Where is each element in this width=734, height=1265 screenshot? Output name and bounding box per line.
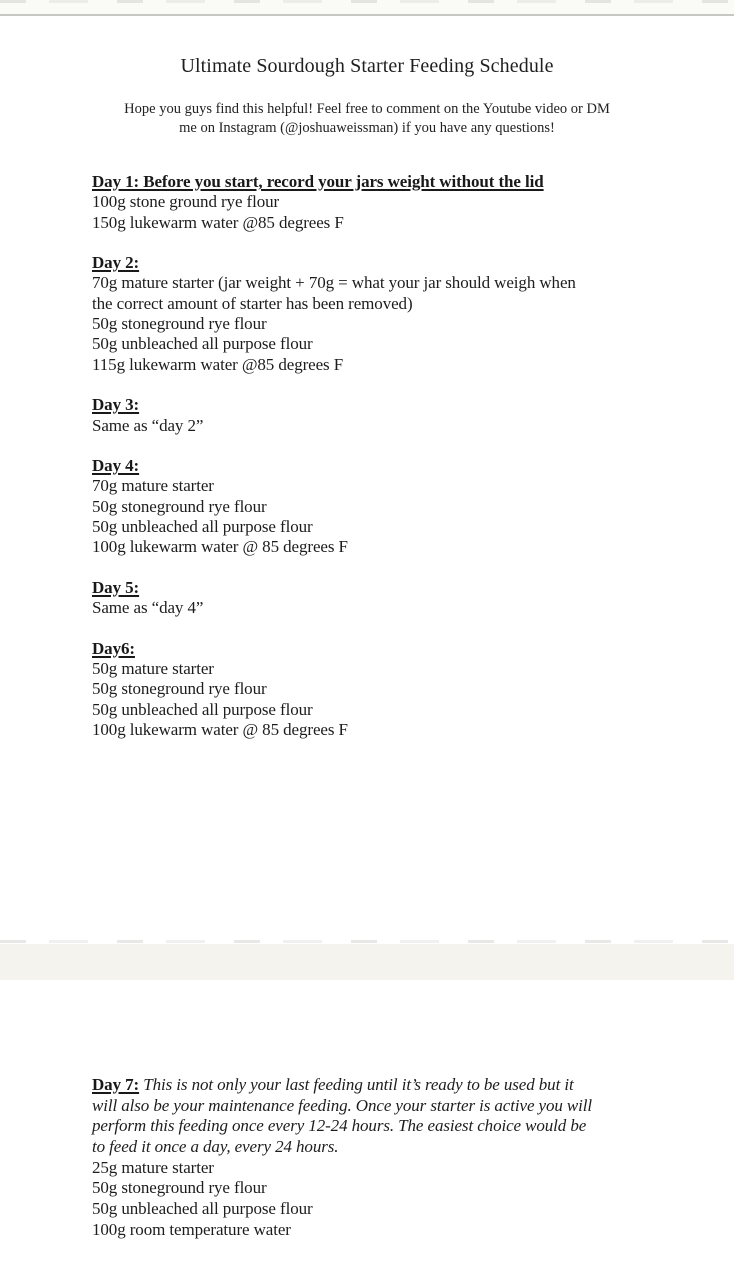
section-day-7	[92, 1075, 734, 1240]
ingredient-line: 70g mature starter	[92, 476, 214, 496]
ingredient-line: 115g lukewarm water @85 degrees F	[92, 354, 344, 374]
day-7-heading: Day 7:	[92, 1075, 140, 1094]
day-2-heading: Day 2:	[92, 253, 140, 273]
ingredient-line: 50g stoneground rye flour	[92, 496, 267, 516]
intro-text	[0, 100, 734, 137]
intro-line-1: Hope you guys find this helpful! Feel free to comment on the Youtube video or DM	[124, 101, 610, 117]
day-7-note-line: perform this feeding once every 12-24 hours. The easiest choice would be	[92, 1116, 587, 1136]
ingredient-line: 50g unbleached all purpose flour	[92, 1198, 313, 1218]
ingredient-line: 25g mature starter	[92, 1157, 214, 1177]
ingredient-line: Same as “day 2”	[92, 415, 204, 435]
ingredient-line: 100g stone ground rye flour	[92, 192, 280, 212]
page-2	[0, 980, 734, 1265]
day-7-note-line: to feed it once a day, every 24 hours.	[92, 1136, 339, 1156]
page-1	[0, 16, 734, 944]
ingredient-line: 50g unbleached all purpose flour	[92, 517, 313, 537]
section-day-4	[92, 456, 734, 557]
schedule-content	[0, 172, 734, 740]
previous-page-sliver	[0, 0, 734, 14]
ingredient-line: 50g unbleached all purpose flour	[92, 699, 313, 719]
section-day-5	[92, 578, 734, 619]
day-4-heading: Day 4:	[92, 456, 140, 476]
cutoff-text-artifact	[0, 0, 734, 3]
day-5-heading: Day 5:	[92, 577, 140, 597]
ingredient-line: 50g unbleached all purpose flour	[92, 334, 313, 354]
section-day-1	[92, 172, 734, 233]
section-day-6	[92, 639, 734, 740]
day-7-note-line: This is not only your last feeding until it’s ready to be used but it	[139, 1075, 574, 1094]
ingredient-line: Same as “day 4”	[92, 598, 204, 618]
ingredient-line: 50g stoneground rye flour	[92, 314, 267, 334]
ingredient-line: 50g stoneground rye flour	[92, 679, 267, 699]
ingredient-line: 50g mature starter	[92, 659, 214, 679]
ingredient-line: 100g lukewarm water @ 85 degrees F	[92, 720, 348, 740]
schedule-content-continued	[0, 980, 734, 1240]
ingredient-line: 100g lukewarm water @ 85 degrees F	[92, 537, 348, 557]
page-gap-band	[0, 944, 734, 980]
ingredient-line: 150g lukewarm water @85 degrees F	[92, 212, 344, 232]
section-day-3	[92, 395, 734, 436]
ingredient-line: 50g stoneground rye flour	[92, 1178, 267, 1198]
intro-line-2: me on Instagram (@joshuaweissman) if you have any questions!	[179, 119, 555, 136]
cutoff-text-artifact	[0, 940, 734, 943]
section-day-2	[92, 253, 734, 375]
day-1-heading: Day 1: Before you start, record your jars weight without the lid	[92, 172, 544, 191]
day-3-heading: Day 3:	[92, 395, 140, 415]
document-title: Ultimate Sourdough Starter Feeding Schedule	[180, 55, 554, 77]
day-7-note-line: will also be your maintenance feeding. Once your starter is active you will	[92, 1095, 593, 1115]
ingredient-line: 100g room temperature water	[92, 1219, 291, 1239]
day-7-first-line	[92, 1075, 734, 1096]
ingredient-line: the correct amount of starter has been removed)	[92, 293, 413, 313]
day-6-heading: Day6:	[92, 638, 135, 658]
ingredient-line: 70g mature starter (jar weight + 70g = what your jar should weigh when	[92, 273, 576, 293]
